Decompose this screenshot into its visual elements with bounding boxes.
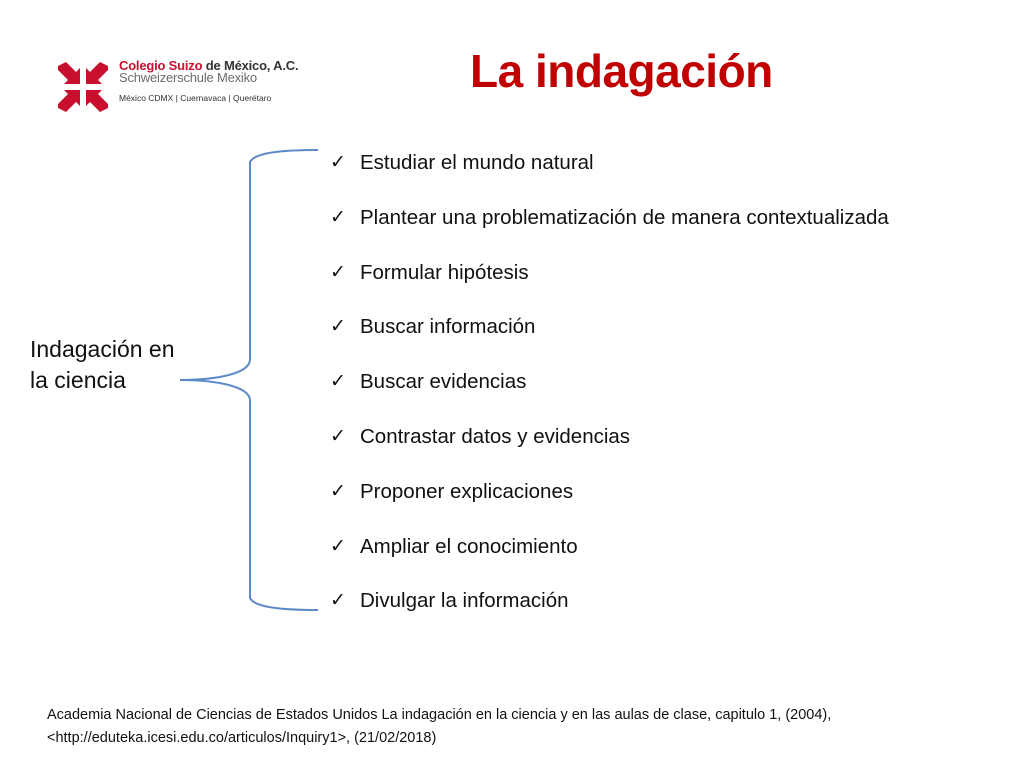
list-item — [330, 314, 889, 369]
list-item-text: Proponer explicaciones — [360, 479, 574, 503]
list-item — [330, 588, 889, 643]
side-label: Indagación en la ciencia — [30, 336, 175, 393]
list-item-text: Divulgar la información — [360, 589, 569, 613]
list-item-text: Plantear una problematización de manera contextualizada — [360, 205, 889, 229]
check-icon: ✓ — [330, 261, 346, 283]
list-item — [330, 424, 889, 479]
logo-name-red: Colegio Suizo — [119, 58, 203, 73]
check-icon: ✓ — [330, 371, 346, 393]
list-item-text: Buscar evidencias — [360, 370, 527, 394]
logo-locations: México CDMX | Cuernavaca | Querétaro — [119, 93, 272, 103]
check-icon: ✓ — [330, 480, 346, 502]
reference-citation: Academia Nacional de Ciencias de Estados Unidos La indagación en la ciencia y en las aulas de clase, capitulo 1, (2004), <http://eduteka.icesi.edu.co/articulos/Inquiry1>, (21/02/2018) — [47, 707, 832, 746]
list-item-text: Buscar información — [360, 315, 536, 339]
logo-arrows-icon — [56, 60, 110, 114]
list-item — [330, 479, 889, 534]
check-icon: ✓ — [330, 316, 346, 338]
check-icon: ✓ — [330, 206, 346, 228]
list-item — [330, 369, 889, 424]
inquiry-list — [330, 150, 889, 643]
list-item — [330, 205, 889, 260]
logo-subtitle: Schweizerschule Mexiko — [119, 70, 257, 85]
school-logo — [56, 56, 316, 118]
list-item-text: Formular hipótesis — [360, 260, 529, 284]
list-item — [330, 534, 889, 589]
check-icon: ✓ — [330, 152, 346, 173]
logo-name-dark: de México, A.C. — [202, 58, 299, 73]
list-item-text: Estudiar el mundo natural — [360, 151, 594, 174]
list-item — [330, 260, 889, 315]
check-icon: ✓ — [330, 535, 346, 557]
list-item — [330, 150, 889, 205]
curly-brace-icon — [175, 140, 325, 615]
list-item-text: Ampliar el conocimiento — [360, 534, 578, 558]
list-item-text: Contrastar datos y evidencias — [360, 424, 631, 448]
check-icon: ✓ — [330, 590, 346, 612]
check-icon: ✓ — [330, 425, 346, 447]
slide-title: La indagación — [470, 45, 773, 97]
